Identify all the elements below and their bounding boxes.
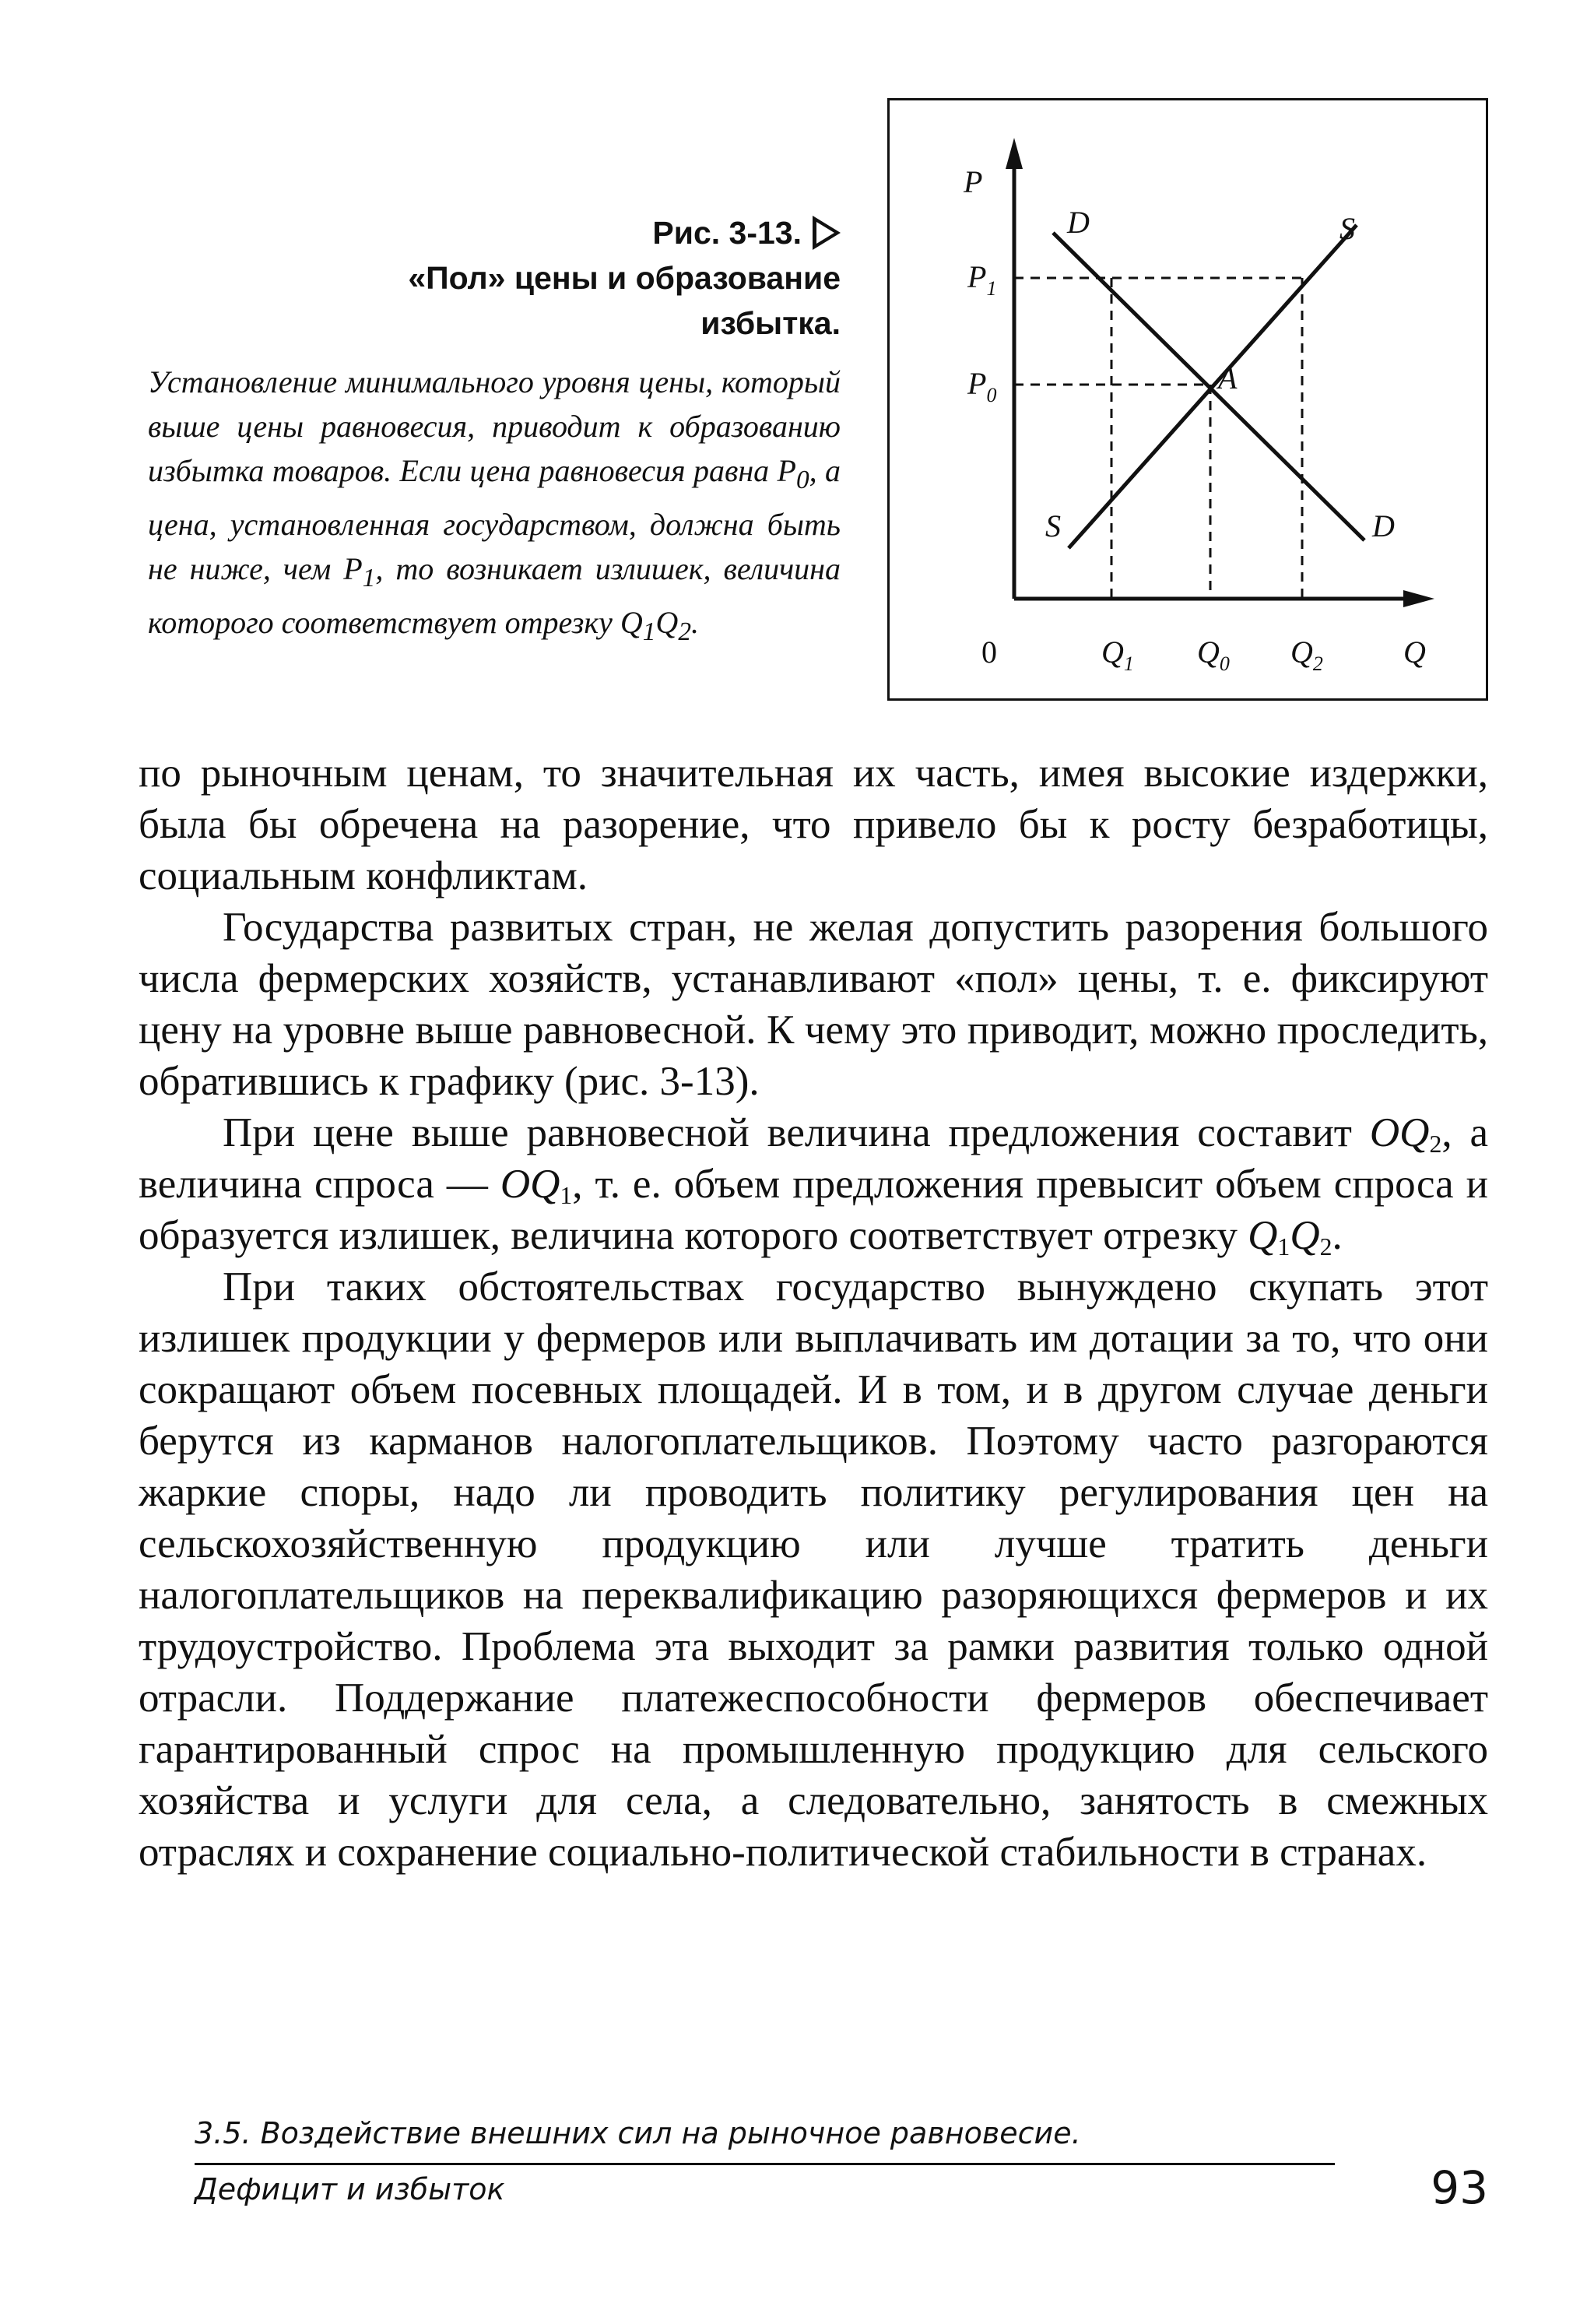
p3-oq2-sub: 2 (1429, 1130, 1442, 1158)
caption-p0-sub: 0 (795, 466, 809, 494)
demand-curve (1053, 233, 1364, 540)
figure-number: Рис. 3-13. (652, 215, 802, 251)
p3-q1: Q (1248, 1213, 1278, 1258)
q1-label: $Q_1$ (1101, 635, 1134, 675)
figure-description (148, 360, 841, 654)
p3-q2: Q (1290, 1213, 1320, 1258)
caption-q1: Q (620, 605, 643, 640)
paragraph-3 (139, 1107, 1488, 1261)
figure-title-line-1: «Пол» цены и образование (408, 260, 841, 296)
caption-p1: P (343, 551, 363, 586)
y-axis-label: P (964, 164, 983, 199)
supply-label-bottom: S (1045, 508, 1061, 543)
supply-curve (1069, 225, 1357, 548)
supply-demand-graph (890, 100, 1490, 703)
paragraph-2: Государства развитых стран, не желая допустить разорения большого числа фермерских хозяйств, устанавливают «пол» цены, т. е. фиксируют цену на уровне выше равновесной. К чему это приводит, можно проследить, обратившись к графику (рис. 3-13). (139, 905, 1488, 1104)
caption-q2-sub: 2 (678, 617, 691, 646)
figure-caption (148, 210, 841, 654)
x-axis-arrow-icon (1403, 590, 1434, 607)
paragraph-1: по рыночным ценам, то значительная их часть, имея высокие издержки, была бы обречена на разорение, что привело бы к росту безработицы, социальным конфликтам. (139, 751, 1488, 898)
p3-text: При цене выше равновесной величина предложения составит (223, 1110, 1370, 1155)
p3-q2-sub: 2 (1319, 1233, 1332, 1260)
demand-label-bottom: D (1372, 508, 1395, 543)
page-number: 93 (1431, 2161, 1488, 2214)
supply-label-top: S (1339, 211, 1355, 246)
body-text (139, 747, 1488, 1878)
caption-p1-sub: 1 (362, 564, 376, 592)
origin-label: 0 (981, 635, 997, 670)
caption-text: , то возникает излишек, величина которого соответствует отрезку (148, 551, 841, 640)
p0-label: $P_0$ (967, 366, 997, 406)
p3-text: . (1332, 1213, 1343, 1258)
x-axis-label: Q (1403, 635, 1426, 670)
paragraph-4: При таких обстоятельствах государство вынуждено скупать этот излишек продукции у фермеров или выплачивать им дотации за то, что они сокращают объем посевных площадей. И в том, и в другом случае деньги берутся из карманов налогоплательщиков. Поэтому часто разгораются жаркие споры, надо ли проводить политику регулирования цен на сельскохозяйственную продукцию или лучше тратить деньги налогоплательщиков на переквалификацию разоряющихся фермеров и их трудоустройство. Проблема эта выходит за рамки развития только одной отрасли. Поддержание платежеспособности фермеров обеспечивает гарантированный спрос на промышленную продукцию для сельского хозяйства и услуги для села, а следовательно, занятость в смежных отраслях и сохранение социально-политической стабильности в странах. (139, 1264, 1488, 1875)
caption-q1-sub: 1 (642, 617, 656, 646)
caption-q2: Q (655, 605, 679, 640)
q0-label: $Q_0$ (1197, 635, 1230, 675)
p3-oq1: OQ (500, 1162, 560, 1207)
figure-label (148, 210, 841, 346)
p3-text: , а величина спроса — (139, 1110, 1489, 1207)
figure-graph-box (887, 98, 1488, 701)
running-head-topic: Дефицит и избыток (195, 2172, 505, 2206)
y-axis-arrow-icon (1006, 138, 1023, 169)
pointer-arrow-icon (813, 216, 841, 250)
caption-text: , а цена, установленная государством, должна быть не ниже, чем (148, 453, 841, 586)
p3-oq1-sub: 1 (560, 1182, 573, 1209)
demand-label-top: D (1067, 205, 1090, 240)
p1-label: $P_1$ (967, 259, 997, 300)
p3-text: , т. е. объем предложения превысит объем спроса и образуется излишек, величина которого соответствует отрезку (139, 1162, 1488, 1258)
running-head-section: 3.5. Воздействие внешних сил на рыночное равновесие. (195, 2116, 1081, 2150)
caption-text: . (690, 605, 699, 640)
p3-oq2: OQ (1369, 1110, 1430, 1155)
p3-q1-sub: 1 (1277, 1233, 1290, 1260)
caption-p0: P (777, 453, 796, 488)
q2-label: $Q_2$ (1290, 635, 1323, 675)
footer-rule (195, 2163, 1335, 2165)
caption-text: Установление минимального уровня цены, который выше цены равновесия, приводит к образованию избытка товаров. Если цена равновесия равна (148, 364, 841, 488)
equilibrium-label: A (1218, 360, 1238, 396)
figure-title-line-2: избытка. (700, 305, 841, 341)
